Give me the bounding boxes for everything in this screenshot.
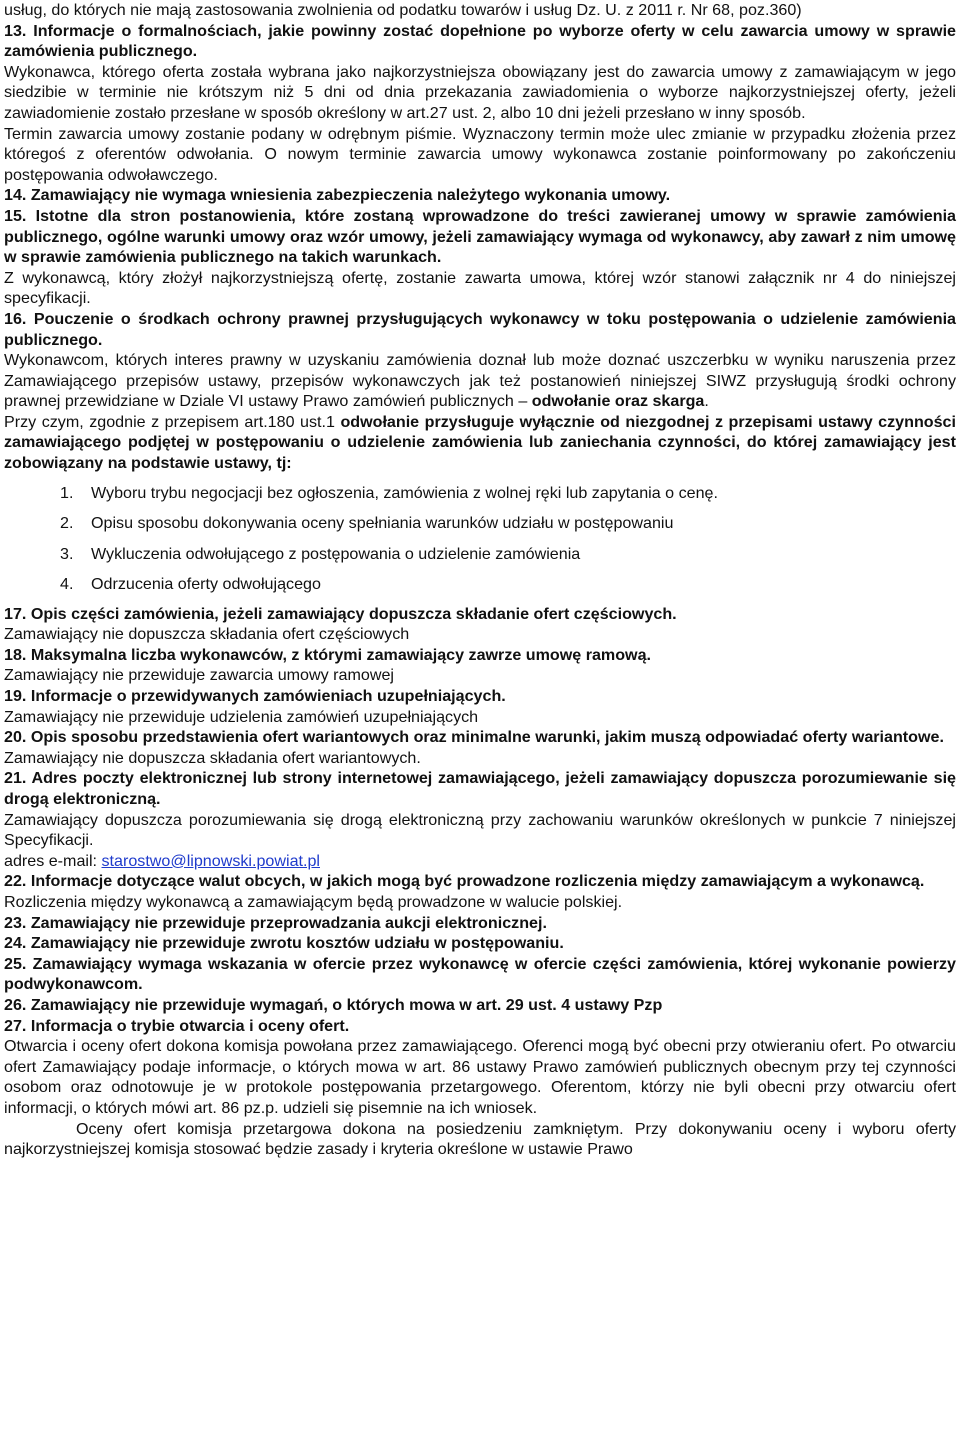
list-item-number: 2.: [60, 514, 74, 533]
section-26-heading: 26. Zamawiający nie przewiduje wymagań, o których mowa w art. 29 ust. 4 ustawy Pzp: [4, 995, 663, 1014]
list-item: [60, 569, 956, 600]
section-20-paragraph: Zamawiający nie dopuszcza składania ofert wariantowych.: [4, 748, 421, 767]
list-item-text: Opisu sposobu dokonywania oceny spełniania warunków udziału w postępowaniu: [91, 514, 674, 533]
section-25-heading: 25. Zamawiający wymaga wskazania w ofercie przez wykonawcę w ofercie części zamówienia, której wykonanie powierzy podwykonawcom.: [4, 954, 956, 994]
section-16-paragraph-1: [4, 350, 956, 412]
section-14-heading: 14. Zamawiający nie wymaga wniesienia zabezpieczenia należytego wykonania umowy.: [4, 186, 671, 205]
section-18-paragraph: Zamawiający nie przewiduje zawarcia umowy ramowej: [4, 666, 394, 685]
section-19-heading: 19. Informacje o przewidywanych zamówieniach uzupełniających.: [4, 687, 506, 706]
list-item: [60, 508, 956, 539]
section-13-heading: 13. Informacje o formalnościach, jakie powinny zostać dopełnione po wyborze oferty w celu zawarcia umowy w sprawie zamówienia publicznego.: [4, 21, 956, 61]
section-22-heading: 22. Informacje dotyczące walut obcych, w jakich mogą być prowadzone rozliczenia między zamawiającym a wykonawcą.: [4, 872, 925, 891]
section-22-paragraph: Rozliczenia między wykonawcą a zamawiającym będą prowadzone w walucie polskiej.: [4, 892, 623, 911]
list-item-text: Odrzucenia oferty odwołującego: [91, 575, 321, 594]
appeal-grounds-list: [4, 478, 956, 600]
section-16-heading: 16. Pouczenie o środkach ochrony prawnej przysługujących wykonawcy w toku postępowania o udzielenie zamówienia publicznego.: [4, 309, 956, 349]
section-17-paragraph: Zamawiający nie dopuszcza składania ofert częściowych: [4, 625, 410, 644]
list-item-text: Wykluczenia odwołującego z postępowania o udzielenie zamówienia: [91, 544, 581, 563]
section-19-paragraph: Zamawiający nie przewiduje udzielenia zamówień uzupełniających: [4, 707, 479, 726]
section-21-paragraph: Zamawiający dopuszcza porozumiewania się drogą elektroniczną przy zachowaniu warunków określonych w punkcie 7 niniejszej Specyfikacji.: [4, 810, 956, 850]
section-15-heading: 15. Istotne dla stron postanowienia, które zostaną wprowadzone do treści zawieranej umowy w sprawie zamówienia publicznego, ogólne warunki umowy oraz wzór umowy, jeżeli zamawiający wymaga od wykonawcy, aby zawarł z nim umowę w sprawie zamówienia publicznego na takich warunkach.: [4, 206, 956, 267]
section-17-heading: 17. Opis części zamówienia, jeżeli zamawiający dopuszcza składanie ofert częściowych.: [4, 604, 677, 623]
section-20-heading: 20. Opis sposobu przedstawienia ofert wariantowych oraz minimalne warunki, jakim muszą odpowiadać oferty wariantowe.: [4, 728, 944, 747]
section-13-paragraph-1: Wykonawca, którego oferta została wybrana jako najkorzystniejsza obowiązany jest do zawarcia umowy z zamawiającym w jego siedzibie w terminie nie krótszym niż 5 dni od dnia przekazania zawiadomienia o wyborze najkorzystniejszej oferty, jeżeli zawiadomienie zostało przesłane w sposób określony w art.27 ust. 2, albo 10 dni jeżeli przesłano w inny sposób.: [4, 62, 956, 122]
list-item: [60, 478, 956, 509]
s16-p1-text: Wykonawcom, których interes prawny w uzyskaniu zamówienia doznał lub może doznać uszczerbku w wyniku naruszenia przez Zamawiającego przepisów ustawy, przepisów wykonawczych jak też postanowień niniejszej SIWZ przysługują środki ochrony prawnej przewidziane w Dziale VI ustawy Prawo zamówień publicznych –: [4, 351, 956, 411]
section-27-paragraph-1: Otwarcia i oceny ofert dokona komisja powołana przez zamawiającego. Oferenci mogą być obecni przy otwieraniu ofert. Po otwarciu ofert Zamawiający podaje informacje, o których mowa w art. 86 ustawy Prawo zamówień publicznych obecnym przy tej czynności osobom oraz odnotowuje je w protokole postępowania przetargowego. Oferentom, którzy nie byli obecni przy otwarciu ofert informacji, o których mówi art. 86 pz.p. udzieli się pisemnie na ich wniosek.: [4, 1037, 956, 1117]
section-21-email-line: [4, 851, 956, 872]
section-13-paragraph-2: Termin zawarcia umowy zostanie podany w odrębnym piśmie. Wyznaczony termin może ulec zmianie w przypadku złożenia przez któregoś z oferentów odwołania. O nowym terminie zawarcia umowy wykonawca zostanie poinformowany po zakończeniu postępowania odwoławczego.: [4, 124, 956, 184]
section-18-heading: 18. Maksymalna liczba wykonawców, z którymi zamawiający zawrze umowę ramową.: [4, 645, 651, 664]
section-23-heading: 23. Zamawiający nie przewiduje przeprowadzania aukcji elektronicznej.: [4, 913, 547, 932]
section-24-heading: 24. Zamawiający nie przewiduje zwrotu kosztów udziału w postępowaniu.: [4, 934, 564, 953]
section-21-heading: 21. Adres poczty elektronicznej lub strony internetowej zamawiającego, jeżeli zamawiający dopuszcza porozumiewanie się drogą elektroniczną.: [4, 769, 956, 808]
s16-p2-text: Przy czym, zgodnie z przepisem art.180 ust.1: [4, 412, 341, 431]
list-item-number: 4.: [60, 575, 74, 594]
continuation-text: usług, do których nie mają zastosowania zwolnienia od podatku towarów i usług Dz. U. z 2011 r. Nr 68, poz.360): [4, 1, 802, 19]
section-27-paragraph-2: Oceny ofert komisja przetargowa dokona na posiedzeniu zamkniętym. Przy dokonywaniu oceny i wyboru oferty najkorzystniejszej komisja stosować będzie zasady i kryteria określone w ustawie Prawo: [4, 1119, 956, 1159]
s16-p2-bold: odwołanie przysługuje wyłącznie od niezgodnej z przepisami ustawy czynności zamawiającego podjętej w postępowaniu o udzielenie zamówienia lub zaniechania czynności, do której zamawiający jest zobowiązany na podstawie ustawy, tj:: [4, 412, 956, 473]
section-15-paragraph: Z wykonawcą, który złożył najkorzystniejszą ofertę, zostanie zawarta umowa, której wzór stanowi załącznik nr 4 do niniejszej specyfikacji.: [4, 268, 956, 308]
list-item-text: Wyboru trybu negocjacji bez ogłoszenia, zamówienia z wolnej ręki lub zapytania o cenę.: [91, 483, 718, 502]
email-link[interactable]: starostwo@lipnowski.powiat.pl: [101, 851, 320, 870]
list-item-number: 3.: [60, 544, 74, 563]
s16-p1-end: .: [704, 392, 709, 411]
section-27-heading: 27. Informacja o trybie otwarcia i oceny ofert.: [4, 1016, 350, 1035]
list-item: [60, 539, 956, 570]
section-16-paragraph-2: [4, 412, 956, 474]
s16-p1-bold: odwołanie oraz skarga: [531, 392, 705, 411]
list-item-number: 1.: [60, 483, 74, 502]
email-label: adres e-mail:: [4, 851, 102, 870]
